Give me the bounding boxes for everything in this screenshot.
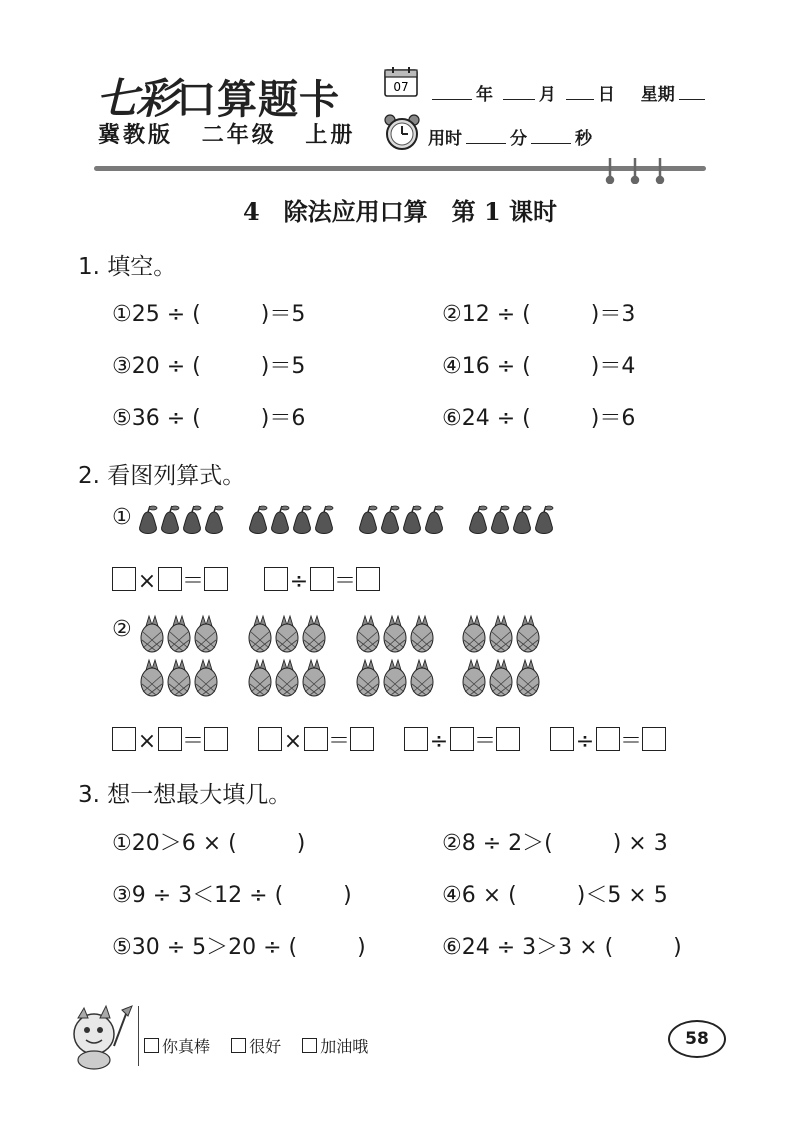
month-label: 月: [538, 85, 556, 105]
division-equation: ÷ ＝: [404, 724, 520, 755]
multiplication-equation: × ＝: [112, 564, 228, 595]
answer-box[interactable]: [404, 727, 428, 751]
calendar-icon: [384, 66, 418, 98]
pineapple-icon: [303, 660, 325, 696]
answer-box[interactable]: [258, 727, 282, 751]
section-2-title: 2. 看图列算式。: [78, 463, 246, 489]
pineapple-icon: [384, 616, 406, 652]
max-item-6: ⑥24 ÷ 3＞3 × ( ): [442, 935, 682, 960]
figure-1-label: ①: [112, 505, 132, 530]
max-item-2: ②8 ÷ 2＞( ) × 3: [442, 831, 668, 856]
answer-box[interactable]: [204, 567, 228, 591]
minute-blank[interactable]: [466, 127, 506, 144]
pineapple-icon: [517, 616, 539, 652]
second-blank[interactable]: [531, 127, 571, 144]
answer-box[interactable]: [642, 727, 666, 751]
date-line: [428, 80, 709, 105]
pineapple-icon: [249, 616, 271, 652]
pear-icon: [360, 506, 377, 534]
answer-box[interactable]: [350, 727, 374, 751]
checkbox[interactable]: [144, 1038, 159, 1053]
pineapple-figure: [136, 612, 556, 704]
month-blank[interactable]: [503, 83, 535, 100]
brand-logo-title: 口算题卡: [176, 76, 341, 123]
rating-option-great[interactable]: 你真棒: [144, 1037, 210, 1056]
pineapple-icon: [276, 660, 298, 696]
pineapple-icon: [141, 660, 163, 696]
section-1-title: 1. 填空。: [78, 254, 177, 280]
pear-icon: [140, 506, 157, 534]
time-used-label: 用时: [428, 129, 462, 149]
mascot-illustration-icon: [64, 1000, 136, 1072]
pear-icon: [316, 506, 333, 534]
figure-2-label: ②: [112, 617, 132, 642]
pear-icon: [426, 506, 443, 534]
answer-box[interactable]: [264, 567, 288, 591]
answer-box[interactable]: [158, 727, 182, 751]
division-equation: ÷ ＝: [264, 564, 380, 595]
pineapple-icon: [463, 660, 485, 696]
pineapple-icon: [303, 616, 325, 652]
pear-icon: [272, 506, 289, 534]
answer-box[interactable]: [496, 727, 520, 751]
pineapple-icon: [249, 660, 271, 696]
answer-box[interactable]: [310, 567, 334, 591]
pear-icon: [514, 506, 531, 534]
answer-row-2: [112, 724, 666, 755]
answer-box[interactable]: [112, 727, 136, 751]
answer-box[interactable]: [596, 727, 620, 751]
calendar-day: 07: [393, 80, 409, 94]
pineapple-icon: [517, 660, 539, 696]
lesson-title: 4 除法应用口算 第 1 课时: [242, 197, 558, 226]
pear-icon: [184, 506, 201, 534]
pear-icon: [492, 506, 509, 534]
rating-option-keep-going[interactable]: 加油哦: [302, 1037, 368, 1056]
self-rating: [144, 1034, 384, 1057]
answer-box[interactable]: [158, 567, 182, 591]
pineapple-icon: [168, 616, 190, 652]
weekday-blank[interactable]: [679, 83, 705, 100]
checkbox[interactable]: [302, 1038, 317, 1053]
fill-item-3: ③20 ÷ ( )＝5: [112, 354, 306, 379]
pineapple-icon: [141, 616, 163, 652]
pineapple-icon: [195, 660, 217, 696]
pear-icon: [294, 506, 311, 534]
answer-box[interactable]: [450, 727, 474, 751]
pineapple-icon: [490, 660, 512, 696]
max-item-5: ⑤30 ÷ 5＞20 ÷ ( ): [112, 935, 366, 960]
pineapple-icon: [463, 616, 485, 652]
pineapple-icon: [357, 616, 379, 652]
alarm-clock-icon: [382, 112, 422, 152]
year-blank[interactable]: [432, 83, 472, 100]
pear-icon: [250, 506, 267, 534]
answer-box[interactable]: [204, 727, 228, 751]
fill-item-4: ④16 ÷ ( )＝4: [442, 354, 636, 379]
day-label: 日: [597, 85, 615, 105]
fill-item-6: ⑥24 ÷ ( )＝6: [442, 406, 636, 431]
time-used-line: [428, 124, 592, 149]
pineapple-icon: [384, 660, 406, 696]
edition-publisher: 冀教版: [98, 123, 174, 148]
year-label: 年: [476, 85, 493, 105]
answer-box[interactable]: [550, 727, 574, 751]
fill-item-5: ⑤36 ÷ ( )＝6: [112, 406, 306, 431]
pear-icon: [162, 506, 179, 534]
rating-option-good[interactable]: 很好: [231, 1037, 281, 1056]
section-3-title: 3. 想一想最大填几。: [78, 782, 292, 808]
fill-item-2: ②12 ÷ ( )＝3: [442, 302, 636, 327]
brand-logo-qicai: 七彩: [96, 74, 177, 123]
minute-label: 分: [510, 129, 527, 149]
answer-box[interactable]: [304, 727, 328, 751]
pineapple-icon: [411, 616, 433, 652]
edition-grade: 二年级: [201, 123, 277, 148]
pear-icon: [382, 506, 399, 534]
answer-row-1: [112, 564, 416, 595]
edition-volume: 上册: [305, 123, 356, 148]
edition-line: [98, 118, 373, 149]
pineapple-icon: [195, 616, 217, 652]
brand-logo: [96, 66, 340, 126]
footer-divider: [138, 1006, 139, 1066]
max-item-4: ④6 × ( )＜5 × 5: [442, 883, 668, 908]
binder-clips-icon: [602, 156, 672, 184]
pineapple-icon: [411, 660, 433, 696]
pineapple-icon: [357, 660, 379, 696]
day-blank[interactable]: [566, 83, 594, 100]
pineapple-icon: [490, 616, 512, 652]
answer-box[interactable]: [112, 567, 136, 591]
pear-icon: [536, 506, 553, 534]
pear-icon: [470, 506, 487, 534]
pear-icon: [404, 506, 421, 534]
pineapple-icon: [168, 660, 190, 696]
division-equation: ÷ ＝: [550, 724, 666, 755]
answer-box[interactable]: [356, 567, 380, 591]
pear-figure: [136, 504, 566, 540]
multiplication-equation: × ＝: [258, 724, 374, 755]
fill-item-1: ①25 ÷ ( )＝5: [112, 302, 306, 327]
max-item-3: ③9 ÷ 3＜12 ÷ ( ): [112, 883, 352, 908]
pineapple-icon: [276, 616, 298, 652]
max-item-1: ①20＞6 × ( ): [112, 831, 306, 856]
multiplication-equation: × ＝: [112, 724, 228, 755]
checkbox[interactable]: [231, 1038, 246, 1053]
page-number: 58: [668, 1020, 726, 1058]
second-label: 秒: [575, 129, 592, 149]
pear-icon: [206, 506, 223, 534]
weekday-label: 星期: [640, 85, 675, 105]
